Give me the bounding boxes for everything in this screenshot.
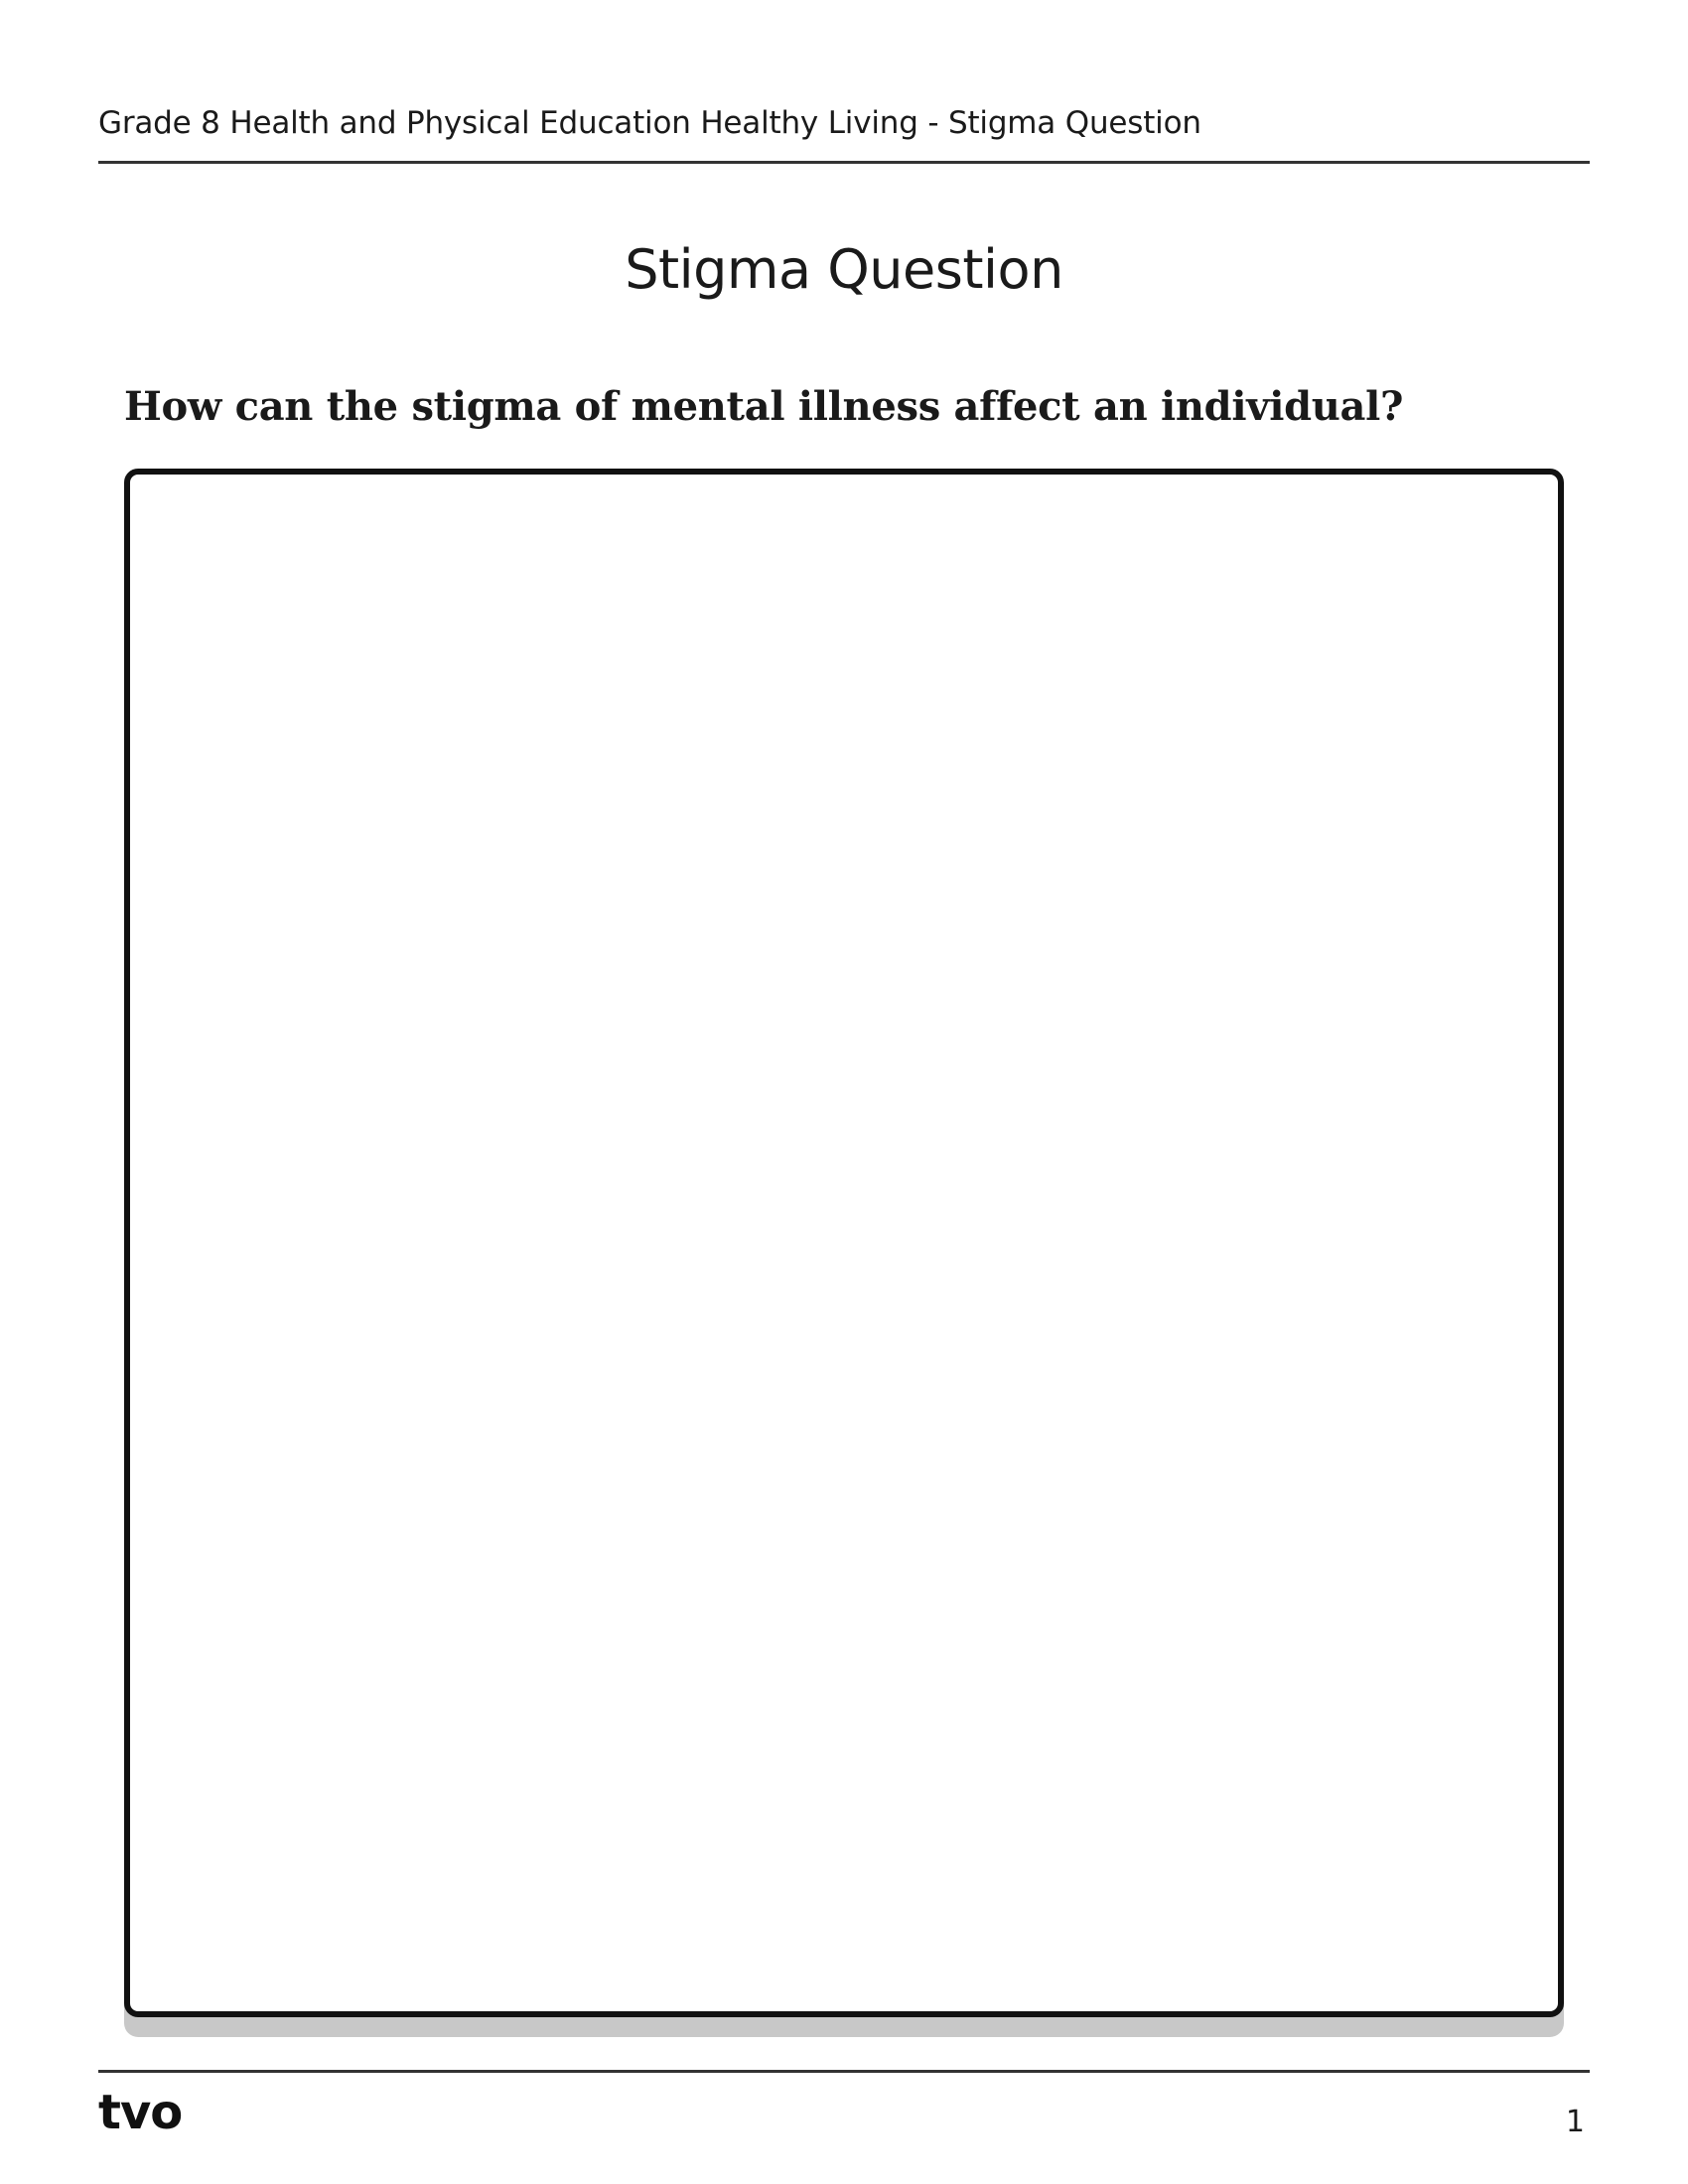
header-divider	[98, 161, 1590, 164]
answer-box[interactable]	[124, 469, 1564, 2017]
tvo-logo: tvo	[98, 2085, 183, 2140]
page-title: Stigma Question	[625, 238, 1063, 301]
footer-divider	[98, 2070, 1590, 2073]
page-number: 1	[1565, 2105, 1585, 2139]
document-header: Grade 8 Health and Physical Education Healthy Living - Stigma Question	[98, 105, 1201, 141]
question-prompt: How can the stigma of mental illness affect an individual?	[124, 383, 1404, 430]
